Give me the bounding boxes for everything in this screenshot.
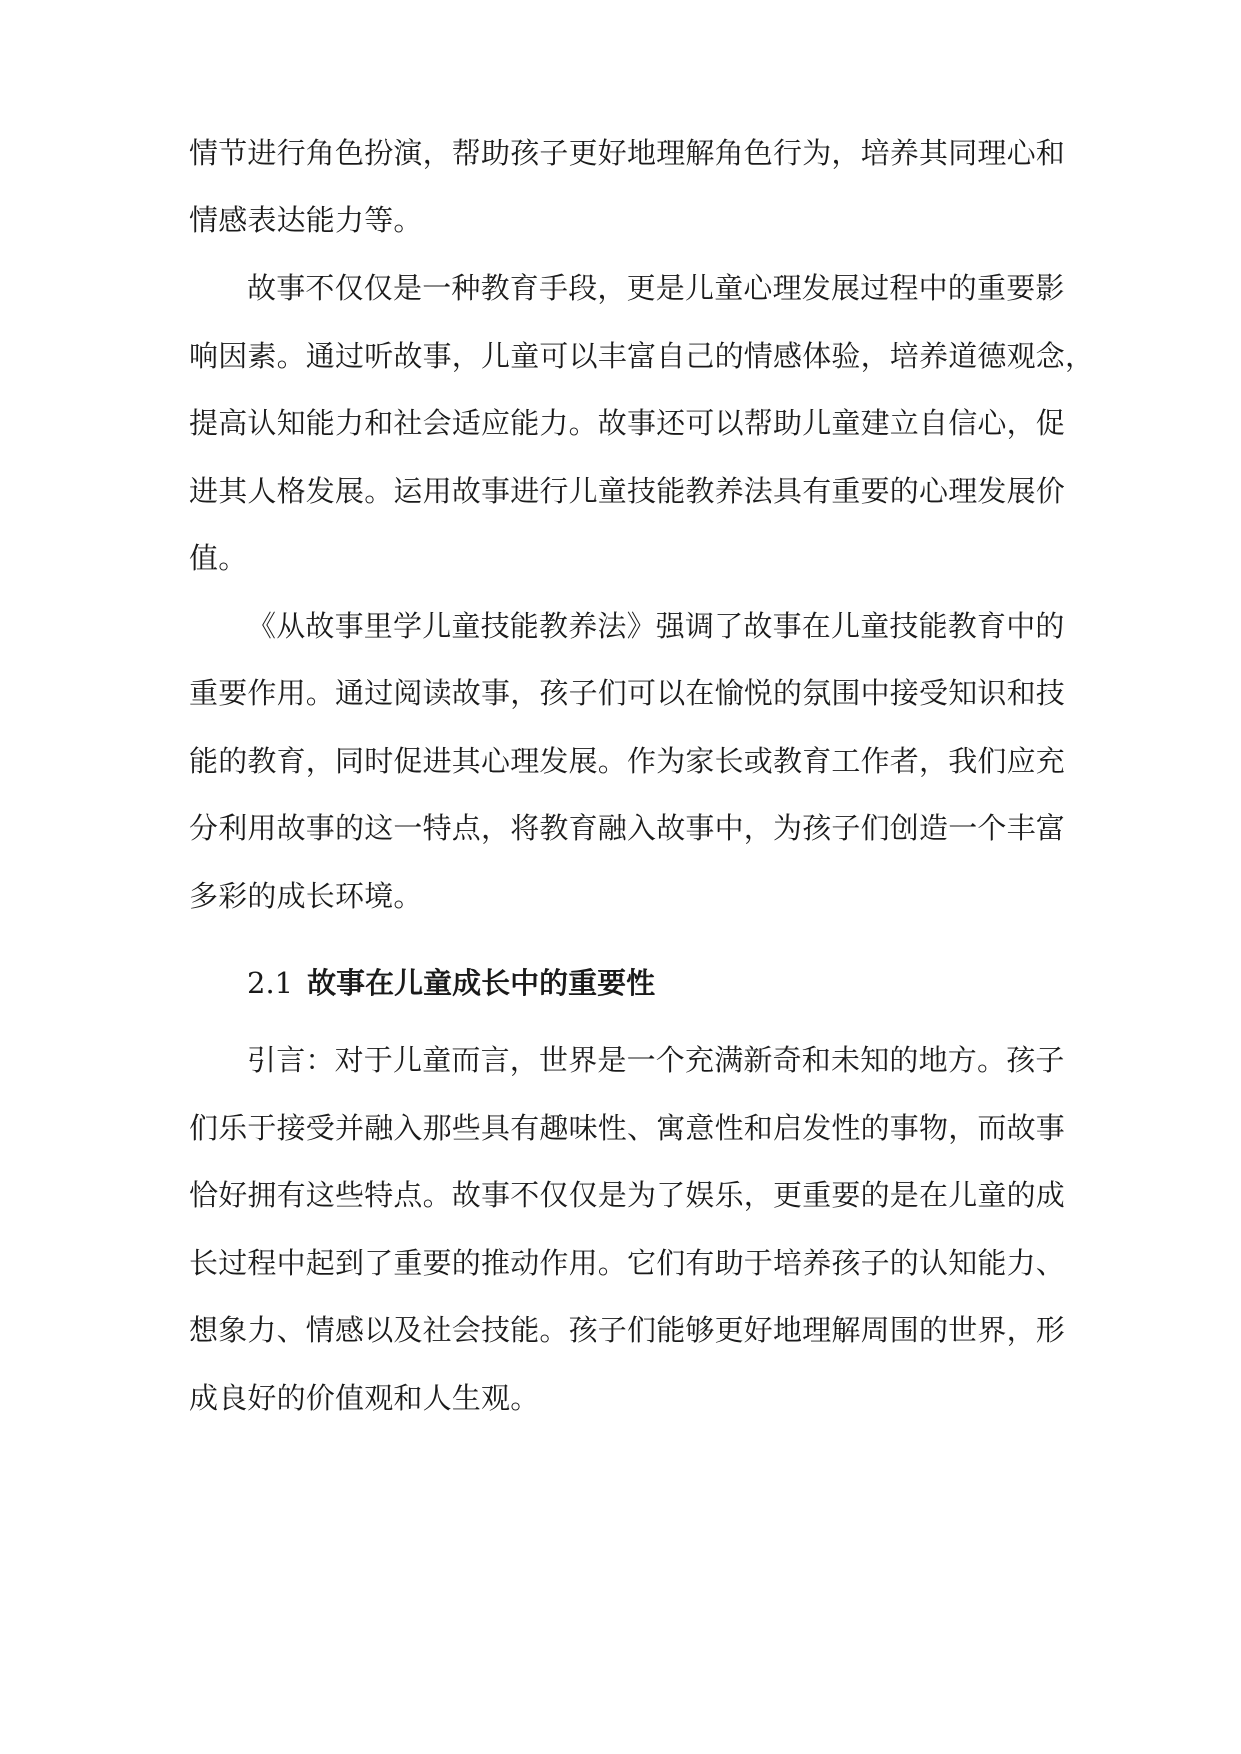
section-title: 故事在儿童成长中的重要性 (307, 966, 656, 1000)
paragraph-2-line-4: 进其人格发展。运用故事进行儿童技能教养法具有重要的心理发展价 (189, 474, 1066, 508)
paragraph-1-line-2: 情感表达能力等。 (189, 203, 423, 237)
paragraph-2-line-3: 提高认知能力和社会适应能力。故事还可以帮助儿童建立自信心，促 (189, 406, 1066, 440)
paragraph-2-line-2: 响因素。通过听故事，儿童可以丰富自己的情感体验，培养道德观念， (189, 339, 1095, 373)
paragraph-2-line-1: 故事不仅仅是一种教育手段，更是儿童心理发展过程中的重要影 (247, 271, 1065, 305)
paragraph-4-line-5: 想象力、情感以及社会技能。孩子们能够更好地理解周围的世界，形 (189, 1313, 1066, 1347)
paragraph-3-line-3: 能的教育，同时促进其心理发展。作为家长或教育工作者，我们应充 (189, 744, 1066, 778)
section-heading (247, 963, 655, 1003)
paragraph-4-line-3: 恰好拥有这些特点。故事不仅仅是为了娱乐，更重要的是在儿童的成 (189, 1178, 1066, 1212)
paragraph-3-line-1: 《从故事里学儿童技能教养法》强调了故事在儿童技能教育中的 (247, 609, 1065, 643)
paragraph-4-line-1: 引言：对于儿童而言，世界是一个充满新奇和未知的地方。孩子 (247, 1043, 1065, 1077)
paragraph-4-line-6: 成良好的价值观和人生观。 (189, 1381, 540, 1415)
paragraph-2-line-5: 值。 (189, 541, 248, 575)
paragraph-3-line-2: 重要作用。通过阅读故事，孩子们可以在愉悦的氛围中接受知识和技 (189, 676, 1066, 710)
section-number: 2.1 (247, 966, 294, 1000)
paragraph-4-line-2: 们乐于接受并融入那些具有趣味性、寓意性和启发性的事物，而故事 (189, 1111, 1066, 1145)
paragraph-4-line-4: 长过程中起到了重要的推动作用。它们有助于培养孩子的认知能力、 (189, 1246, 1066, 1280)
paragraph-3-line-4: 分利用故事的这一特点，将教育融入故事中，为孩子们创造一个丰富 (189, 811, 1066, 845)
paragraph-3-line-5: 多彩的成长环境。 (189, 879, 423, 913)
paragraph-1-line-1: 情节进行角色扮演，帮助孩子更好地理解角色行为，培养其同理心和 (189, 136, 1066, 170)
